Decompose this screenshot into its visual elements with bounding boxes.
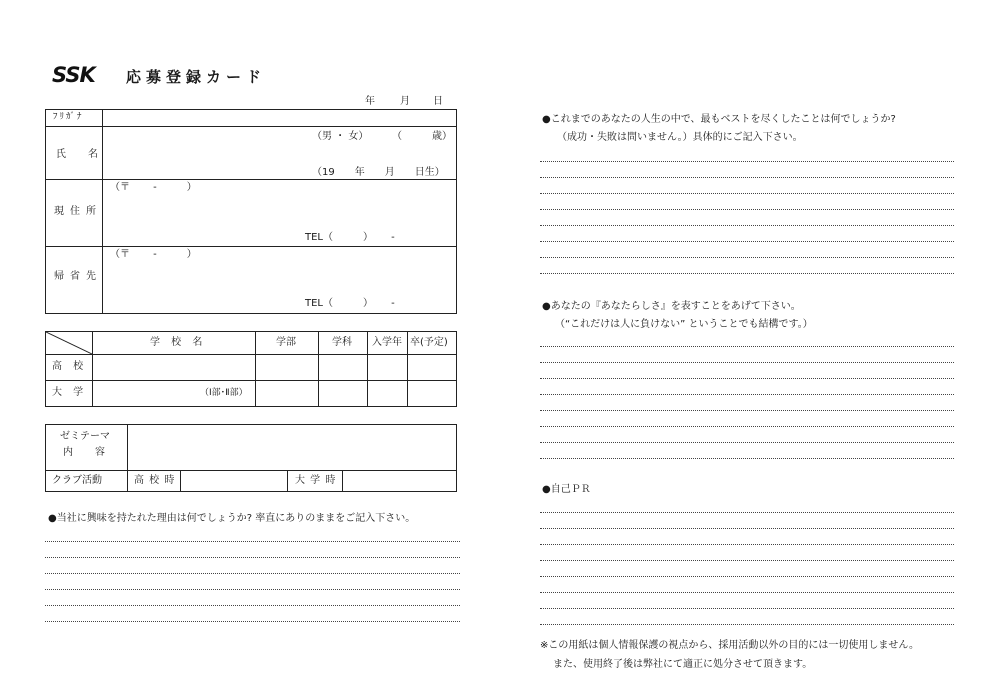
best-effort-note: （成功・失敗は問いません。）具体的にご記入下さい。 <box>557 132 803 143</box>
home-postal-field[interactable]: （〒 - ） <box>110 249 197 260</box>
table-corner-diagonal <box>46 332 92 354</box>
answer-line[interactable] <box>540 177 954 178</box>
answer-line[interactable] <box>540 225 954 226</box>
answer-line[interactable] <box>540 241 954 242</box>
answer-line[interactable] <box>540 592 954 593</box>
seminar-content-label: 内 容 <box>63 447 111 458</box>
answer-line[interactable] <box>45 557 460 558</box>
answer-line[interactable] <box>540 410 954 411</box>
club-activities-label: クラブ活動 <box>52 475 102 486</box>
answer-line[interactable] <box>540 608 954 609</box>
club-highschool-label: 高 校 時 <box>134 475 176 486</box>
department-header: 学科 <box>332 337 352 348</box>
personality-question: ●あなたの『あなたらしさ』を表すことをあげて下さい。 <box>542 301 801 312</box>
answer-line[interactable] <box>540 512 954 513</box>
answer-line[interactable] <box>540 193 954 194</box>
answer-line[interactable] <box>45 621 460 622</box>
club-university-label: 大 学 時 <box>295 475 337 486</box>
answer-line[interactable] <box>540 362 954 363</box>
answer-line[interactable] <box>540 257 954 258</box>
home-address-label: 帰省先 <box>54 271 102 282</box>
answer-line[interactable] <box>540 442 954 443</box>
birthdate-field[interactable]: （19 年 月 日生） <box>312 167 445 178</box>
date-month-label: 月 <box>400 96 410 107</box>
answer-line[interactable] <box>540 624 954 625</box>
answer-line[interactable] <box>540 528 954 529</box>
division-note: （Ⅰ部･Ⅱ部） <box>200 388 248 398</box>
answer-line[interactable] <box>540 576 954 577</box>
university-row-label: 大 学 <box>52 387 88 398</box>
best-effort-question: ●これまでのあなたの人生の中で、最もベストを尽くしたことは何でしょうか? <box>542 114 896 125</box>
answer-line[interactable] <box>540 346 954 347</box>
answer-line[interactable] <box>540 544 954 545</box>
privacy-note: ※この用紙は個人情報保護の視点から、採用活動以外の目的には一切使用しません。 <box>540 640 919 651</box>
answer-line[interactable] <box>540 458 954 459</box>
date-day-label: 日 <box>433 96 443 107</box>
home-tel-field[interactable]: TEL（ ） - <box>305 298 395 309</box>
faculty-header: 学部 <box>276 337 296 348</box>
furigana-label: ﾌﾘｶﾞﾅ <box>53 112 84 122</box>
page-title: 応募登録カード <box>126 68 267 86</box>
answer-line[interactable] <box>540 378 954 379</box>
personality-note: （“これだけは人に負けない” ということでも結構です。） <box>555 319 813 330</box>
age-field[interactable]: （ 歳） <box>392 131 452 142</box>
highschool-row-label: 高 校 <box>52 361 88 372</box>
answer-line[interactable] <box>540 394 954 395</box>
answer-line[interactable] <box>45 589 460 590</box>
answer-line[interactable] <box>45 573 460 574</box>
answer-line[interactable] <box>540 209 954 210</box>
self-pr-heading: ●自己ＰＲ <box>542 484 591 495</box>
interest-question: ●当社に興味を持たれた理由は何でしょうか? 率直にありのままをご記入下さい。 <box>48 513 416 524</box>
address-label: 現住所 <box>54 206 102 217</box>
answer-line[interactable] <box>540 161 954 162</box>
disposal-note: また、使用終了後は弊社にて適正に処分させて頂きます。 <box>553 659 813 670</box>
date-year-label: 年 <box>365 96 375 107</box>
answer-line[interactable] <box>45 605 460 606</box>
answer-line[interactable] <box>540 560 954 561</box>
answer-line[interactable] <box>540 273 954 274</box>
seminar-theme-label: ゼミテーマ <box>60 431 110 442</box>
address-tel-field[interactable]: TEL（ ） - <box>305 232 395 243</box>
enrollment-year-header: 入学年 <box>372 337 402 348</box>
address-postal-field[interactable]: （〒 - ） <box>110 182 197 193</box>
graduation-header: 卒(予定) <box>410 337 448 348</box>
company-logo: SSK <box>52 63 95 87</box>
answer-line[interactable] <box>45 541 460 542</box>
school-name-header: 学 校 名 <box>150 337 207 348</box>
name-label: 氏 名 <box>56 149 104 160</box>
answer-line[interactable] <box>540 426 954 427</box>
gender-field[interactable]: （男 ・ 女） <box>312 131 369 142</box>
